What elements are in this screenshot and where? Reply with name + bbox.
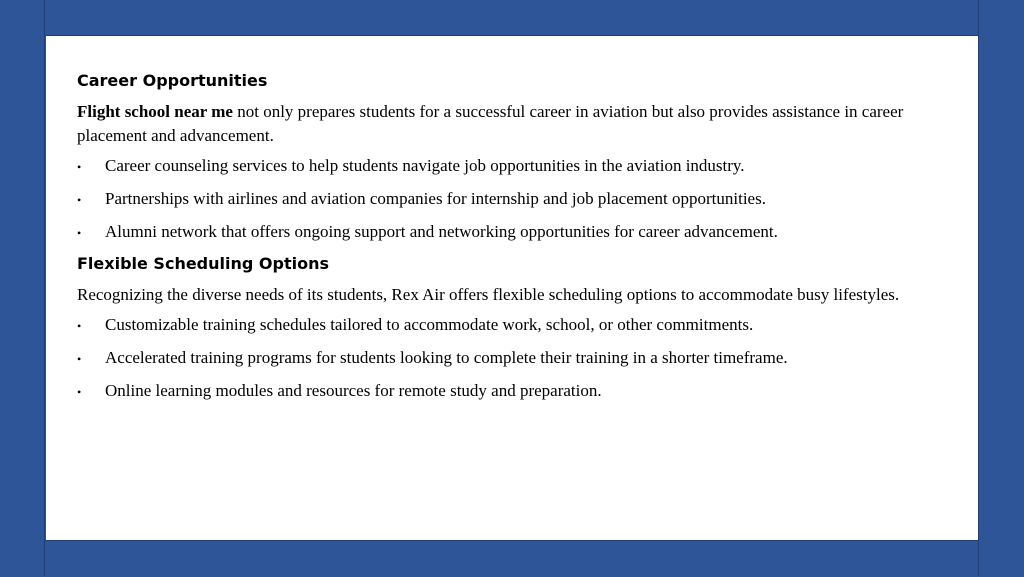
list-item-text: Accelerated training programs for students looking to complete their training in a shorter timeframe. xyxy=(105,348,788,367)
list-item-text: Customizable training schedules tailored to accommodate work, school, or other commitments. xyxy=(105,315,754,334)
list-item xyxy=(77,187,978,211)
section-heading-career: Career Opportunities xyxy=(77,71,268,90)
top-band xyxy=(45,0,978,36)
intro-rest-text: not only prepares students for a successful career in aviation but also provides assistance in career placement and advancement. xyxy=(77,102,904,145)
career-bullet-list xyxy=(77,154,978,244)
bullet-icon: • xyxy=(77,193,82,207)
bottom-band xyxy=(45,540,978,577)
list-item-text: Career counseling services to help students navigate job opportunities in the aviation industry. xyxy=(105,156,745,175)
intro-bold-text: Flight school near me xyxy=(77,102,233,121)
list-item xyxy=(77,154,978,178)
bullet-icon: • xyxy=(77,319,82,333)
slide-content xyxy=(46,36,978,540)
scheduling-bullet-list xyxy=(77,313,978,403)
list-item-text: Alumni network that offers ongoing support and networking opportunities for career advancement. xyxy=(105,222,778,241)
bullet-icon: • xyxy=(77,160,82,174)
list-item xyxy=(77,379,978,403)
list-item xyxy=(77,313,978,337)
bullet-icon: • xyxy=(77,226,82,240)
list-item xyxy=(77,346,978,370)
frame-right-line xyxy=(978,0,979,576)
bullet-icon: • xyxy=(77,385,82,399)
section-heading-scheduling: Flexible Scheduling Options xyxy=(77,254,329,273)
bullet-icon: • xyxy=(77,352,82,366)
list-item-text: Online learning modules and resources for remote study and preparation. xyxy=(105,381,602,400)
list-item-text: Partnerships with airlines and aviation companies for internship and job placement opportunities. xyxy=(105,189,766,208)
frame-left-line xyxy=(44,0,45,576)
list-item xyxy=(77,220,978,244)
section-intro-career xyxy=(77,100,947,148)
section-intro-scheduling: Recognizing the diverse needs of its students, Rex Air offers flexible scheduling options to accommodate busy lifestyles. xyxy=(77,285,900,304)
